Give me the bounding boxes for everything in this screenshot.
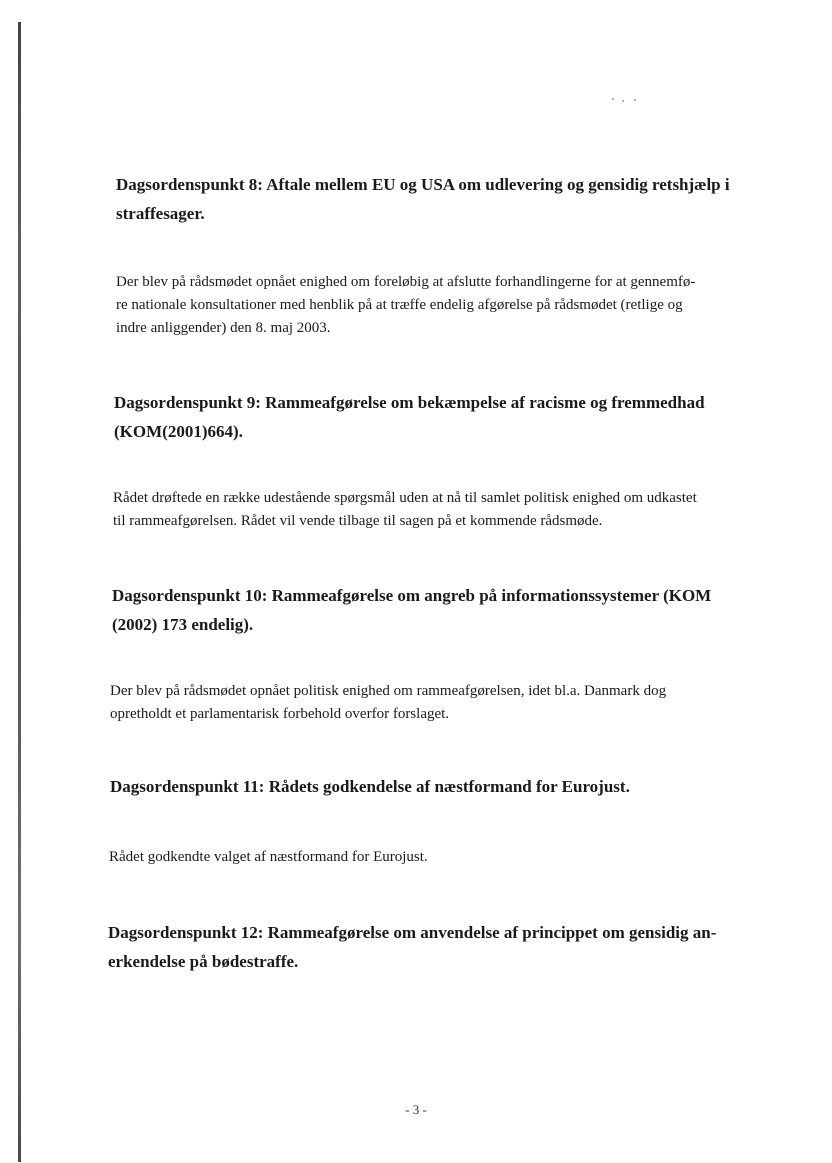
heading-line: (2002) 173 endelig). — [112, 615, 254, 634]
scan-speck — [634, 99, 636, 101]
page-number: - 3 - — [405, 1102, 427, 1117]
agenda-body-11 — [109, 846, 428, 869]
agenda-body-9 — [113, 487, 697, 533]
agenda-body-10 — [110, 680, 666, 726]
body-line: opretholdt et parlamentarisk forbehold overfor forslaget. — [110, 706, 450, 722]
heading-line: Dagsordenspunkt 9: Rammeafgørelse om bekæmpelse af racisme og fremmedhad — [114, 393, 705, 412]
scan-speck — [622, 100, 624, 102]
heading-line: Dagsordenspunkt 10: Rammeafgørelse om angreb på informationssystemer (KOM — [112, 586, 712, 605]
scan-speck — [612, 98, 614, 100]
agenda-heading-9 — [114, 388, 705, 446]
body-line: Rådet drøftede en række udestående spørgsmål uden at nå til samlet politisk enighed om udkastet — [113, 490, 697, 506]
heading-line: erkendelse på bødestraffe. — [108, 952, 299, 971]
body-line: indre anliggender) den 8. maj 2003. — [116, 320, 331, 336]
agenda-body-8 — [116, 271, 695, 340]
heading-line: Dagsordenspunkt 12: Rammeafgørelse om anvendelse af princippet om gensidig an- — [108, 923, 717, 942]
scan-edge — [18, 22, 21, 1162]
heading-line: (KOM(2001)664). — [114, 422, 243, 441]
body-line: Rådet godkendte valget af næstformand for Eurojust. — [109, 849, 428, 865]
body-line: re nationale konsultationer med henblik på at træffe endelig afgørelse på rådsmødet (retlige og — [116, 297, 683, 313]
agenda-heading-10 — [112, 581, 711, 639]
agenda-heading-8 — [116, 170, 730, 228]
heading-line: Dagsordenspunkt 8: Aftale mellem EU og USA om udlevering og gensidig retshjælp i — [116, 175, 730, 194]
body-line: til rammeafgørelsen. Rådet vil vende tilbage til sagen på et kommende rådsmøde. — [113, 513, 603, 529]
agenda-heading-11 — [110, 772, 630, 801]
body-line: Der blev på rådsmødet opnået politisk enighed om rammeafgørelsen, idet bl.a. Danmark dog — [110, 683, 667, 699]
body-line: Der blev på rådsmødet opnået enighed om foreløbig at afslutte forhandlingerne for at gennemfø- — [116, 274, 696, 290]
heading-line: straffesager. — [116, 204, 205, 223]
agenda-heading-12 — [108, 918, 716, 976]
heading-line: Dagsordenspunkt 11: Rådets godkendelse af næstformand for Eurojust. — [110, 777, 630, 796]
